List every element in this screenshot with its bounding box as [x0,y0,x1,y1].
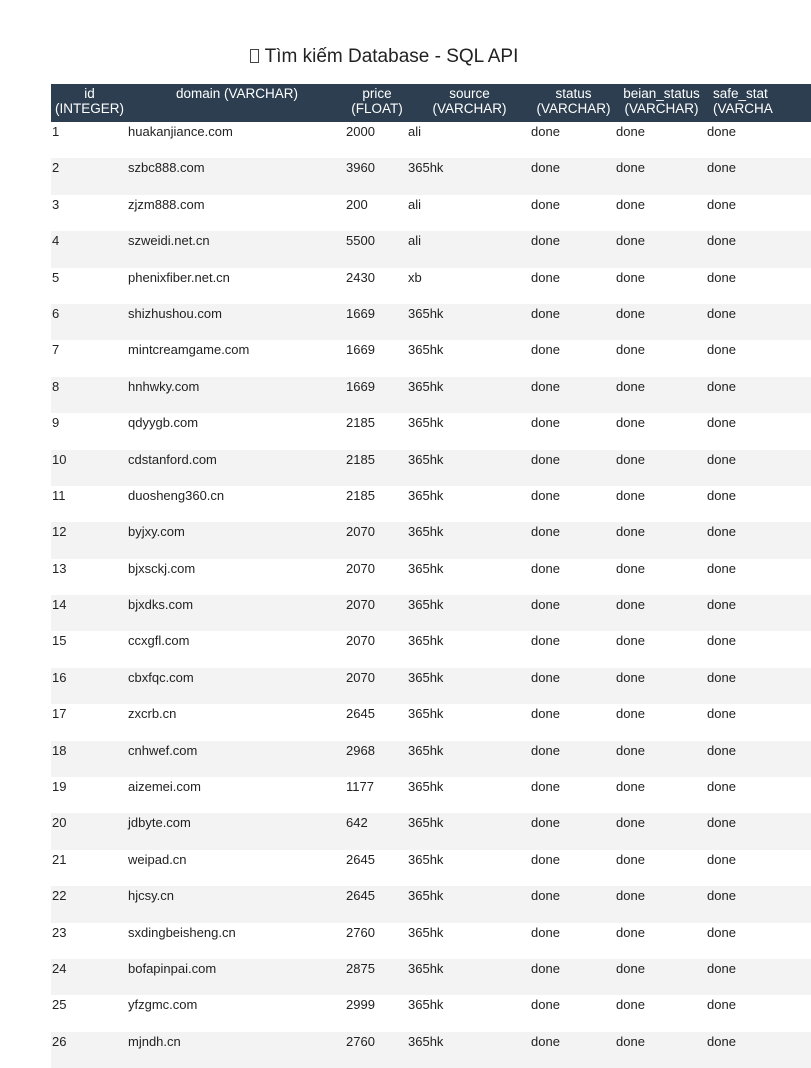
cell-price: 2070 [346,631,408,667]
cell-safe-status: done [707,450,811,486]
cell-status: done [531,377,616,413]
cell-id: 1 [51,122,128,158]
cell-source: 365hk [408,741,531,777]
cell-price: 2000 [346,122,408,158]
cell-beian-status: done [616,923,707,959]
cell-source: 365hk [408,704,531,740]
header-status-type: (VARCHAR) [536,101,611,116]
cell-id: 16 [51,668,128,704]
cell-source: 365hk [408,450,531,486]
header-row [51,84,811,122]
table-row[interactable] [51,668,811,704]
cell-domain: sxdingbeisheng.cn [128,923,346,959]
header-source[interactable] [408,84,531,122]
cell-price: 642 [346,813,408,849]
cell-status: done [531,304,616,340]
cell-status: done [531,559,616,595]
cell-id: 24 [51,959,128,995]
cell-status: done [531,704,616,740]
results-table-container[interactable] [51,84,773,1068]
cell-id: 21 [51,850,128,886]
cell-status: done [531,158,616,194]
cell-safe-status: done [707,995,811,1031]
table-row[interactable] [51,631,811,667]
cell-status: done [531,813,616,849]
cell-id: 10 [51,450,128,486]
cell-beian-status: done [616,122,707,158]
cell-source: 365hk [408,813,531,849]
cell-source: 365hk [408,777,531,813]
table-row[interactable] [51,304,811,340]
cell-safe-status: done [707,158,811,194]
cell-price: 200 [346,195,408,231]
cell-source: 365hk [408,158,531,194]
cell-beian-status: done [616,741,707,777]
cell-source: ali [408,195,531,231]
cell-id: 4 [51,231,128,267]
cell-beian-status: done [616,995,707,1031]
table-row[interactable] [51,486,811,522]
cell-safe-status: done [707,813,811,849]
table-row[interactable] [51,923,811,959]
cell-beian-status: done [616,413,707,449]
cell-beian-status: done [616,1032,707,1068]
header-beian-status[interactable] [616,84,707,122]
cell-safe-status: done [707,595,811,631]
missing-glyph-icon [250,49,259,63]
cell-domain: aizemei.com [128,777,346,813]
cell-beian-status: done [616,304,707,340]
table-row[interactable] [51,340,811,376]
header-id-name: id [84,86,95,101]
cell-domain: duosheng360.cn [128,486,346,522]
header-price[interactable] [346,84,408,122]
cell-source: 365hk [408,668,531,704]
cell-id: 23 [51,923,128,959]
cell-safe-status: done [707,959,811,995]
table-row[interactable] [51,1032,811,1068]
cell-status: done [531,268,616,304]
header-status[interactable] [531,84,616,122]
cell-domain: phenixfiber.net.cn [128,268,346,304]
cell-status: done [531,741,616,777]
table-header [51,84,811,122]
cell-source: 365hk [408,631,531,667]
cell-domain: hjcsy.cn [128,886,346,922]
cell-status: done [531,231,616,267]
cell-source: 365hk [408,1032,531,1068]
cell-id: 7 [51,340,128,376]
header-domain[interactable] [128,84,346,122]
cell-price: 2875 [346,959,408,995]
header-safe-status[interactable] [707,84,811,122]
cell-id: 18 [51,741,128,777]
cell-beian-status: done [616,777,707,813]
header-price-name: price [362,86,392,101]
cell-domain: zxcrb.cn [128,704,346,740]
cell-safe-status: done [707,122,811,158]
cell-source: 365hk [408,595,531,631]
cell-beian-status: done [616,959,707,995]
cell-status: done [531,1032,616,1068]
cell-domain: weipad.cn [128,850,346,886]
cell-source: 365hk [408,304,531,340]
results-table [51,84,811,1068]
cell-beian-status: done [616,340,707,376]
cell-source: 365hk [408,886,531,922]
header-safe-status-type: (VARCHA [713,101,773,116]
table-row[interactable] [51,886,811,922]
cell-beian-status: done [616,195,707,231]
cell-id: 2 [51,158,128,194]
cell-beian-status: done [616,158,707,194]
cell-domain: huakanjiance.com [128,122,346,158]
cell-price: 2185 [346,450,408,486]
cell-beian-status: done [616,595,707,631]
cell-domain: ccxgfl.com [128,631,346,667]
table-row[interactable] [51,813,811,849]
cell-price: 1669 [346,377,408,413]
cell-price: 2645 [346,704,408,740]
cell-status: done [531,959,616,995]
cell-id: 25 [51,995,128,1031]
cell-beian-status: done [616,559,707,595]
cell-beian-status: done [616,704,707,740]
table-row[interactable] [51,704,811,740]
page-title-text: Tìm kiếm Database - SQL API [264,46,519,67]
table-row[interactable] [51,741,811,777]
cell-source: xb [408,268,531,304]
cell-domain: jdbyte.com [128,813,346,849]
cell-id: 19 [51,777,128,813]
table-row[interactable] [51,413,811,449]
cell-status: done [531,777,616,813]
cell-beian-status: done [616,522,707,558]
cell-safe-status: done [707,486,811,522]
cell-beian-status: done [616,631,707,667]
cell-safe-status: done [707,631,811,667]
cell-domain: szweidi.net.cn [128,231,346,267]
cell-source: 365hk [408,522,531,558]
cell-id: 11 [51,486,128,522]
cell-id: 15 [51,631,128,667]
table-row[interactable] [51,377,811,413]
cell-price: 2185 [346,413,408,449]
cell-safe-status: done [707,304,811,340]
cell-safe-status: done [707,522,811,558]
cell-status: done [531,522,616,558]
table-row[interactable] [51,777,811,813]
cell-safe-status: done [707,668,811,704]
cell-domain: hnhwky.com [128,377,346,413]
header-source-type: (VARCHAR) [432,101,507,116]
header-status-name: status [555,86,592,101]
cell-source: 365hk [408,559,531,595]
cell-status: done [531,595,616,631]
cell-id: 6 [51,304,128,340]
cell-safe-status: done [707,1032,811,1068]
table-row[interactable] [51,450,811,486]
cell-status: done [531,668,616,704]
cell-safe-status: done [707,377,811,413]
table-row[interactable] [51,158,811,194]
table-row[interactable] [51,850,811,886]
cell-safe-status: done [707,741,811,777]
cell-price: 2070 [346,668,408,704]
page-title [0,46,768,68]
cell-beian-status: done [616,268,707,304]
cell-price: 2645 [346,886,408,922]
cell-safe-status: done [707,559,811,595]
cell-price: 1669 [346,304,408,340]
cell-id: 8 [51,377,128,413]
cell-beian-status: done [616,450,707,486]
cell-status: done [531,195,616,231]
cell-status: done [531,450,616,486]
cell-beian-status: done [616,886,707,922]
cell-source: 365hk [408,377,531,413]
cell-price: 2430 [346,268,408,304]
cell-id: 17 [51,704,128,740]
table-row[interactable] [51,122,811,158]
cell-price: 1177 [346,777,408,813]
cell-source: ali [408,122,531,158]
table-row[interactable] [51,959,811,995]
cell-beian-status: done [616,486,707,522]
cell-domain: zjzm888.com [128,195,346,231]
cell-beian-status: done [616,377,707,413]
cell-safe-status: done [707,231,811,267]
cell-price: 1669 [346,340,408,376]
cell-safe-status: done [707,268,811,304]
cell-domain: cbxfqc.com [128,668,346,704]
cell-id: 3 [51,195,128,231]
cell-id: 20 [51,813,128,849]
table-row[interactable] [51,231,811,267]
cell-safe-status: done [707,886,811,922]
cell-domain: mintcreamgame.com [128,340,346,376]
cell-safe-status: done [707,413,811,449]
cell-status: done [531,923,616,959]
cell-price: 2968 [346,741,408,777]
cell-safe-status: done [707,777,811,813]
cell-source: 365hk [408,850,531,886]
cell-status: done [531,995,616,1031]
cell-price: 2185 [346,486,408,522]
header-source-name: source [449,86,490,101]
cell-source: 365hk [408,995,531,1031]
cell-beian-status: done [616,850,707,886]
cell-source: 365hk [408,340,531,376]
cell-beian-status: done [616,231,707,267]
cell-source: 365hk [408,413,531,449]
cell-price: 2070 [346,595,408,631]
header-domain-name: domain (VARCHAR) [175,86,299,101]
cell-domain: szbc888.com [128,158,346,194]
cell-id: 22 [51,886,128,922]
cell-price: 2760 [346,923,408,959]
header-price-type: (FLOAT) [351,101,403,116]
cell-domain: mjndh.cn [128,1032,346,1068]
cell-domain: cnhwef.com [128,741,346,777]
cell-safe-status: done [707,195,811,231]
header-beian-status-type: (VARCHAR) [624,101,699,116]
table-row[interactable] [51,522,811,558]
cell-beian-status: done [616,668,707,704]
cell-price: 5500 [346,231,408,267]
table-row[interactable] [51,995,811,1031]
cell-safe-status: done [707,704,811,740]
table-row[interactable] [51,268,811,304]
cell-status: done [531,850,616,886]
header-beian-status-name: beian_status [623,86,700,101]
header-id[interactable] [51,84,128,122]
cell-domain: bjxdks.com [128,595,346,631]
cell-domain: cdstanford.com [128,450,346,486]
cell-domain: shizhushou.com [128,304,346,340]
cell-price: 2760 [346,1032,408,1068]
cell-source: 365hk [408,923,531,959]
table-row[interactable] [51,595,811,631]
table-row[interactable] [51,559,811,595]
cell-domain: bjxsckj.com [128,559,346,595]
header-id-type: (INTEGER) [55,101,124,116]
cell-price: 2070 [346,559,408,595]
cell-status: done [531,486,616,522]
cell-status: done [531,122,616,158]
cell-source: ali [408,231,531,267]
cell-source: 365hk [408,959,531,995]
table-body [51,122,811,1068]
cell-domain: qdyygb.com [128,413,346,449]
cell-status: done [531,413,616,449]
cell-status: done [531,340,616,376]
cell-domain: yfzgmc.com [128,995,346,1031]
cell-id: 13 [51,559,128,595]
table-row[interactable] [51,195,811,231]
cell-source: 365hk [408,486,531,522]
cell-safe-status: done [707,923,811,959]
cell-safe-status: done [707,850,811,886]
cell-safe-status: done [707,340,811,376]
cell-id: 26 [51,1032,128,1068]
cell-price: 2999 [346,995,408,1031]
cell-id: 14 [51,595,128,631]
cell-id: 9 [51,413,128,449]
cell-beian-status: done [616,813,707,849]
header-safe-status-name: safe_stat [713,86,768,101]
cell-price: 2645 [346,850,408,886]
cell-domain: bofapinpai.com [128,959,346,995]
cell-price: 3960 [346,158,408,194]
cell-id: 12 [51,522,128,558]
cell-domain: byjxy.com [128,522,346,558]
cell-id: 5 [51,268,128,304]
cell-price: 2070 [346,522,408,558]
cell-status: done [531,631,616,667]
cell-status: done [531,886,616,922]
